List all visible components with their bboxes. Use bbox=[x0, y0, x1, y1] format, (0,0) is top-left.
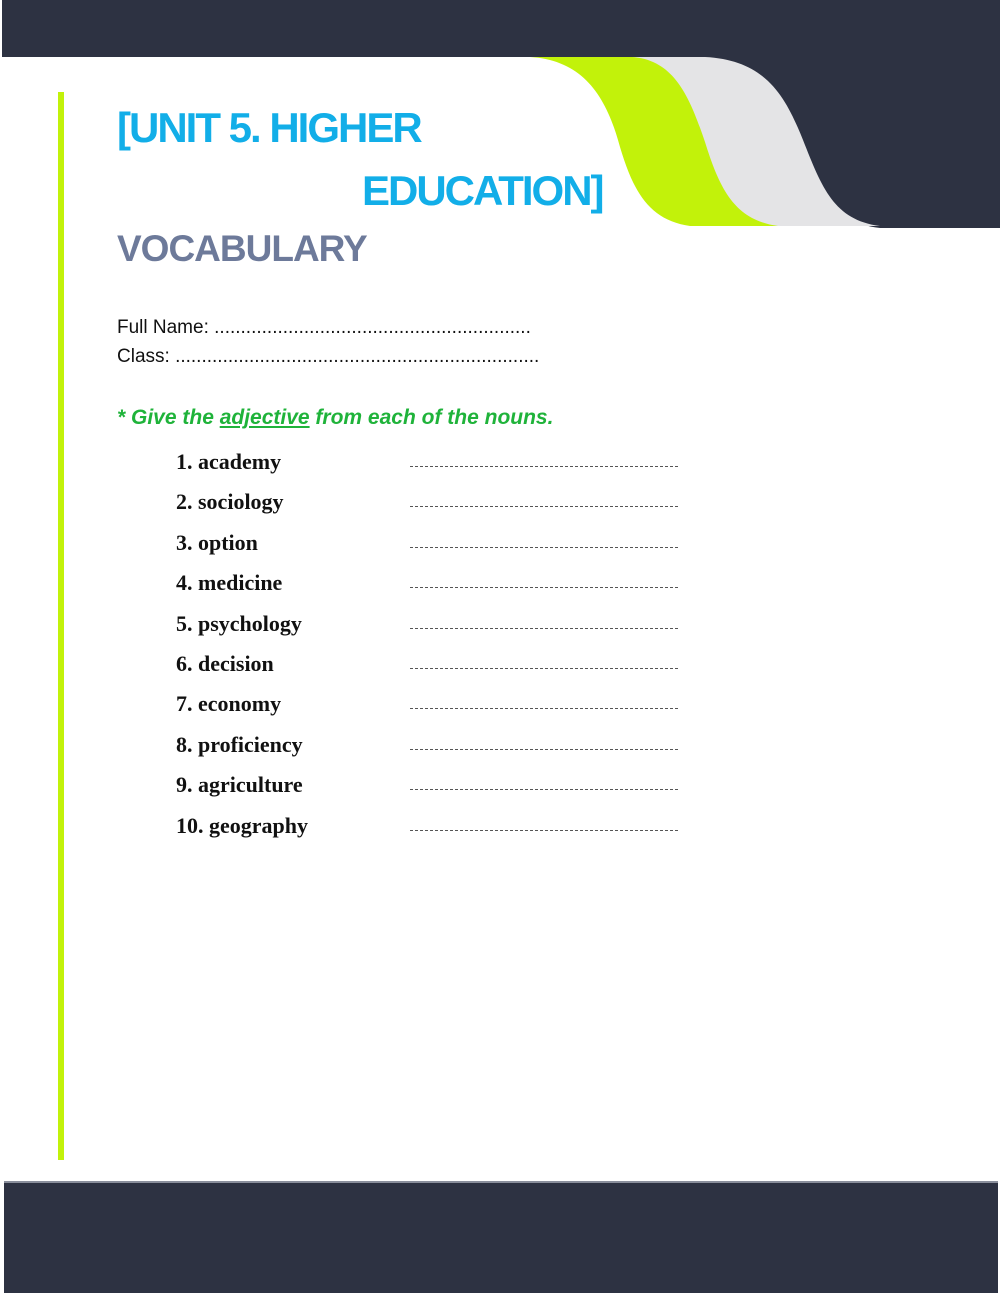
instruction-suffix: from each of the nouns. bbox=[309, 406, 554, 429]
answer-blank[interactable] bbox=[410, 789, 678, 790]
instruction-keyword: adjective bbox=[219, 406, 310, 429]
instruction-prefix: * Give the bbox=[117, 406, 220, 429]
exercise-item bbox=[176, 773, 696, 813]
exercise-list bbox=[176, 450, 696, 854]
unit-title-line1: [UNIT 5. HIGHER bbox=[117, 104, 421, 151]
noun-label: 9. agriculture bbox=[176, 772, 303, 798]
noun-label: 4. medicine bbox=[176, 570, 283, 596]
exercise-item bbox=[176, 692, 696, 732]
section-subtitle: VOCABULARY bbox=[117, 228, 367, 269]
exercise-item bbox=[176, 571, 696, 611]
unit-title-line2: EDUCATION] bbox=[362, 167, 603, 214]
answer-blank[interactable] bbox=[410, 628, 678, 629]
answer-blank[interactable] bbox=[410, 587, 678, 588]
answer-blank[interactable] bbox=[410, 547, 678, 548]
exercise-item bbox=[176, 531, 696, 571]
instruction-text bbox=[117, 407, 553, 428]
answer-blank[interactable] bbox=[410, 749, 678, 750]
answer-blank[interactable] bbox=[410, 466, 678, 467]
noun-label: 6. decision bbox=[176, 650, 274, 676]
full-name-field[interactable]: Full Name: ............................................................ bbox=[117, 317, 531, 338]
noun-label: 3. option bbox=[176, 529, 258, 555]
noun-label: 7. economy bbox=[176, 691, 282, 717]
class-field[interactable]: Class: ..................................................................... bbox=[117, 346, 540, 367]
left-accent-bar bbox=[58, 92, 64, 1160]
answer-blank[interactable] bbox=[410, 506, 678, 507]
answer-blank[interactable] bbox=[410, 708, 678, 709]
noun-label: 1. academy bbox=[176, 449, 282, 474]
answer-blank[interactable] bbox=[410, 668, 678, 669]
noun-label: 5. psychology bbox=[176, 610, 302, 636]
exercise-item bbox=[176, 450, 696, 490]
noun-label: 10. geography bbox=[176, 812, 308, 838]
exercise-item bbox=[176, 814, 696, 854]
exercise-item bbox=[176, 652, 696, 692]
exercise-item bbox=[176, 733, 696, 773]
answer-blank[interactable] bbox=[410, 830, 678, 831]
exercise-item bbox=[176, 612, 696, 652]
exercise-item bbox=[176, 490, 696, 530]
footer-band bbox=[4, 1181, 998, 1293]
noun-label: 8. proficiency bbox=[176, 731, 303, 757]
noun-label: 2. sociology bbox=[176, 489, 284, 515]
